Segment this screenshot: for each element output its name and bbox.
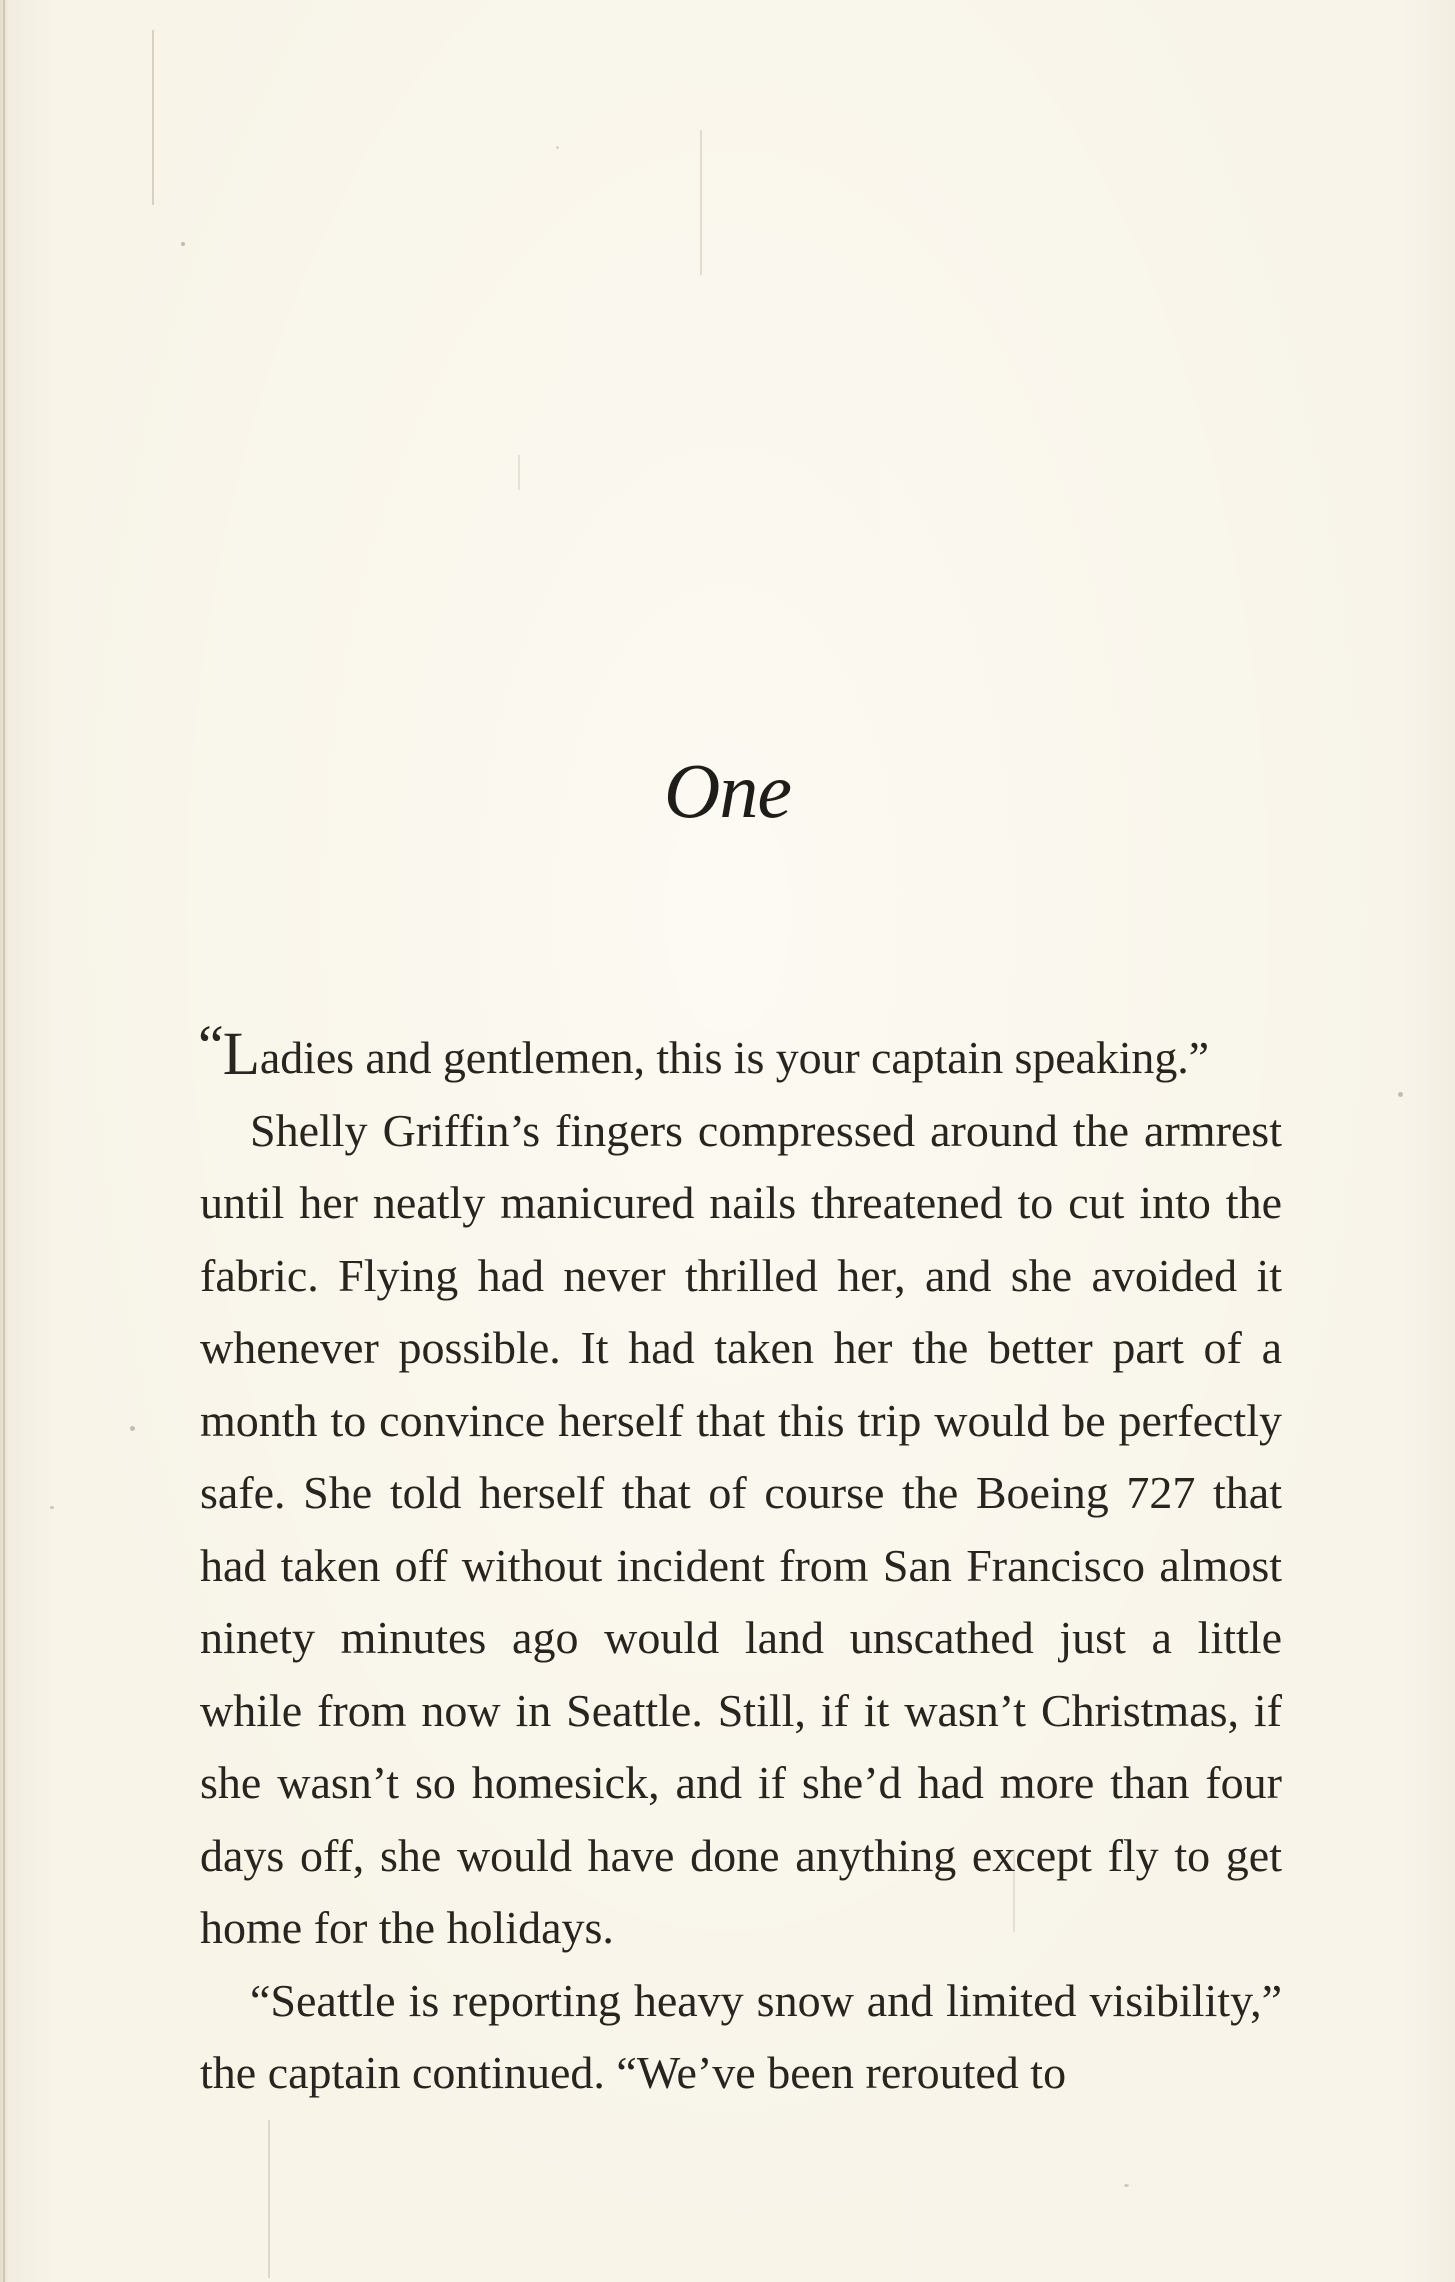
paragraph: “Seattle is reporting heavy snow and limited visibility,” the captain continued. “We’ve been rerouted to [200, 1974, 1282, 2098]
chapter-text [200, 1010, 1282, 2110]
page-edge [0, 0, 10, 2282]
chapter-title: One [664, 747, 791, 834]
opening-line-text: adies and gentlemen, this is your captain speaking.” [259, 1032, 1209, 1083]
opening-line [198, 1010, 1282, 1095]
paper-crease [518, 455, 520, 490]
paper-speck [1398, 1092, 1403, 1097]
paper-crease [700, 130, 702, 275]
paper-speck [556, 146, 559, 149]
opening-quote-mark: “ [198, 1013, 221, 1078]
binding-shadow [3, 0, 5, 2282]
paper-speck [181, 242, 185, 246]
drop-cap: L [222, 1021, 260, 1088]
paper-speck [130, 1426, 135, 1431]
paper-speck [1124, 2184, 1129, 2187]
paper-crease [152, 30, 154, 205]
paper-speck [50, 1506, 54, 1509]
paragraph: Shelly Griffin’s fingers compressed around the armrest until her neatly manicured nails threatened to cut into the fabric. Flying had never thrilled her, and she avoided it whenever possible. It had taken her the better part of a month to convince herself that this trip would be perfectly safe. She told herself that of course the Boeing 727 that had taken off without incident from San Francisco almost ninety minutes ago would land unscathed just a little while from now in Seattle. Still, if it wasn’t Christmas, if she wasn’t so homesick, and if she’d had more than four days off, she would have done anything except fly to get home for the holidays. [200, 1104, 1282, 1953]
paper-crease [268, 2120, 270, 2278]
